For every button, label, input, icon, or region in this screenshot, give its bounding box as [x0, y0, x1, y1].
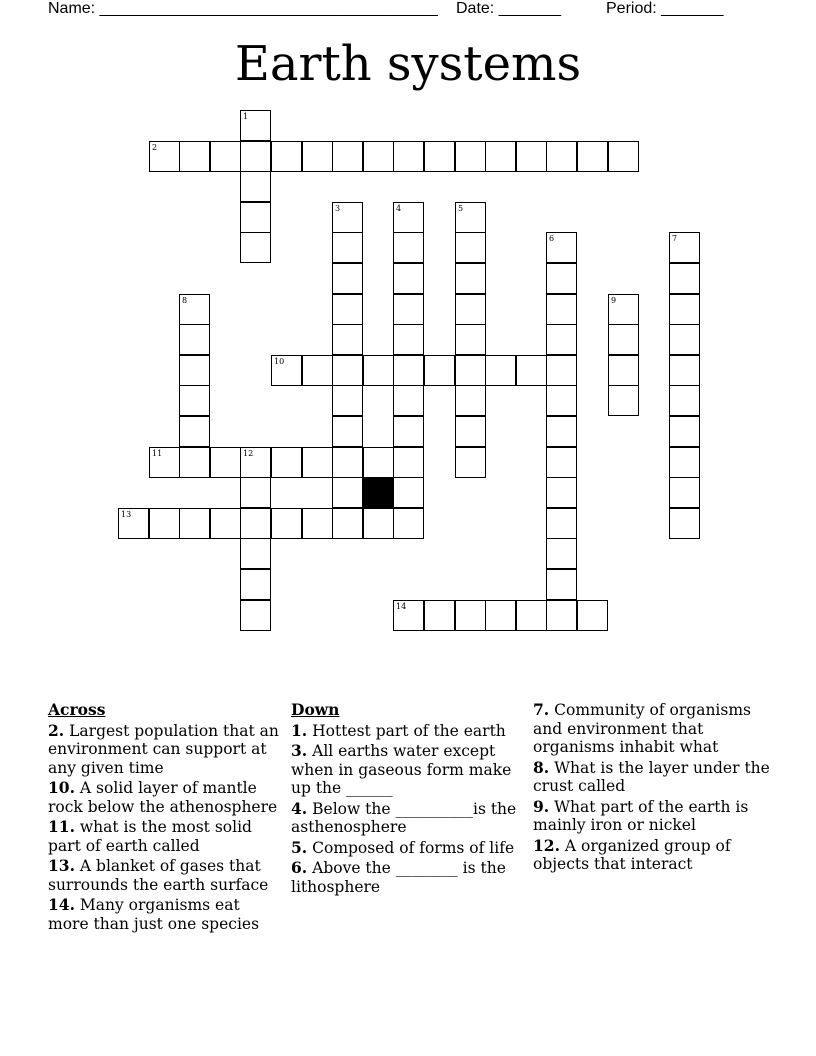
crossword-cell[interactable]	[455, 416, 486, 447]
crossword-cell[interactable]	[546, 324, 577, 355]
crossword-cell[interactable]	[669, 447, 700, 478]
crossword-cell[interactable]	[271, 508, 302, 539]
crossword-cell[interactable]	[455, 600, 486, 631]
crossword-cell[interactable]	[332, 355, 363, 386]
crossword-cell[interactable]	[271, 141, 302, 172]
crossword-cell[interactable]	[240, 447, 271, 478]
crossword-cell[interactable]	[393, 355, 424, 386]
crossword-cell[interactable]	[455, 324, 486, 355]
crossword-cell[interactable]	[516, 141, 547, 172]
crossword-cell[interactable]	[302, 141, 333, 172]
crossword-cell[interactable]	[546, 294, 577, 325]
crossword-cell[interactable]	[455, 447, 486, 478]
puzzle-title: Earth systems	[234, 36, 582, 92]
crossword-cell[interactable]	[608, 324, 639, 355]
crossword-cell[interactable]	[332, 202, 363, 233]
crossword-cell[interactable]	[118, 508, 149, 539]
crossword-cell[interactable]	[149, 508, 180, 539]
crossword-cell[interactable]	[393, 141, 424, 172]
clue-across-13: 13. A blanket of gases that surrounds the earth surface	[48, 856, 269, 894]
crossword-cell[interactable]	[546, 355, 577, 386]
crossword-cell[interactable]	[546, 263, 577, 294]
crossword-cell[interactable]	[546, 447, 577, 478]
clue-number: 11	[152, 449, 163, 458]
crossword-cell[interactable]	[455, 355, 486, 386]
clue-down-9: 9. What part of the earth is mainly iron or nickel	[533, 796, 749, 834]
crossword-cell[interactable]	[271, 355, 302, 386]
crossword-cell[interactable]	[424, 600, 455, 631]
crossword-cell[interactable]	[363, 508, 394, 539]
crossword-cell[interactable]	[332, 385, 363, 416]
clue-across-11: 11. what is the most solid part of earth called	[48, 817, 252, 855]
crossword-cell[interactable]	[608, 294, 639, 325]
clue-down-3: 3. All earths water except when in gaseous form make up the ______	[291, 741, 512, 797]
crossword-cell[interactable]	[332, 508, 363, 539]
crossword-cell[interactable]	[363, 355, 394, 386]
crossword-cell[interactable]	[393, 294, 424, 325]
crossword-cell[interactable]	[669, 355, 700, 386]
crossword-cell[interactable]	[577, 600, 608, 631]
crossword-cell[interactable]	[669, 294, 700, 325]
crossword-cell[interactable]	[240, 202, 271, 233]
crossword-cell[interactable]	[669, 385, 700, 416]
crossword-cell[interactable]	[302, 355, 333, 386]
crossword-cell[interactable]	[363, 141, 394, 172]
clue-down-6: 6. Above the ________ is the lithosphere	[291, 858, 506, 896]
clue-number: 2	[152, 143, 158, 152]
crossword-cell[interactable]	[393, 263, 424, 294]
crossword-cell[interactable]	[393, 416, 424, 447]
clue-down-8: 8. What is the layer under the crust called	[533, 757, 770, 795]
clue-down-12: 12. A organized group of objects that interact	[533, 835, 731, 873]
clue-down-4: 4. Below the __________is the asthenosphere	[291, 798, 517, 836]
crossword-cell[interactable]	[424, 141, 455, 172]
crossword-cell[interactable]	[393, 385, 424, 416]
crossword-cell[interactable]	[516, 600, 547, 631]
crossword-black-cell	[363, 477, 394, 508]
crossword-cell[interactable]	[179, 355, 210, 386]
crossword-cell[interactable]	[393, 600, 424, 631]
crossword-cell[interactable]	[179, 416, 210, 447]
crossword-cell[interactable]	[210, 141, 241, 172]
crossword-cell[interactable]	[271, 447, 302, 478]
crossword-cell[interactable]	[179, 447, 210, 478]
crossword-cell[interactable]	[424, 355, 455, 386]
down-clues-continued	[533, 701, 773, 876]
crossword-cell[interactable]	[332, 232, 363, 263]
crossword-cell[interactable]	[149, 447, 180, 478]
crossword-cell[interactable]	[332, 477, 363, 508]
crossword-cell[interactable]	[669, 416, 700, 447]
crossword-cell[interactable]	[393, 232, 424, 263]
across-clues	[48, 701, 284, 935]
clue-number: 4	[396, 204, 402, 213]
crossword-cell[interactable]	[149, 141, 180, 172]
crossword-cell[interactable]	[669, 324, 700, 355]
crossword-cell[interactable]	[393, 447, 424, 478]
clue-number: 13	[121, 510, 132, 519]
crossword-cell[interactable]	[240, 569, 271, 600]
crossword-cell[interactable]	[546, 508, 577, 539]
name-field: Name: ______________________________________	[48, 0, 438, 17]
crossword-cell[interactable]	[516, 355, 547, 386]
clue-number: 9	[611, 296, 617, 305]
crossword-cell[interactable]	[455, 294, 486, 325]
crossword-cell[interactable]	[546, 141, 577, 172]
crossword-cell[interactable]	[179, 294, 210, 325]
crossword-cell[interactable]	[363, 447, 394, 478]
crossword-cell[interactable]	[669, 477, 700, 508]
down-clues	[291, 701, 527, 898]
crossword-cell[interactable]	[669, 263, 700, 294]
crossword-cell[interactable]	[179, 141, 210, 172]
crossword-cell[interactable]	[393, 508, 424, 539]
clue-number: 14	[396, 602, 407, 611]
clue-number: 3	[335, 204, 341, 213]
crossword-cell[interactable]	[669, 508, 700, 539]
clue-down-5: 5. Composed of forms of life	[291, 837, 515, 857]
crossword-cell[interactable]	[179, 385, 210, 416]
crossword-cell[interactable]	[546, 538, 577, 569]
crossword-cell[interactable]	[546, 569, 577, 600]
crossword-cell[interactable]	[393, 324, 424, 355]
clue-number: 10	[274, 357, 285, 366]
crossword-cell[interactable]	[302, 508, 333, 539]
clue-number: 12	[243, 449, 254, 458]
clue-number: 6	[549, 234, 555, 243]
crossword-cell[interactable]	[455, 263, 486, 294]
crossword-cell[interactable]	[455, 232, 486, 263]
crossword-cell[interactable]	[485, 141, 516, 172]
crossword-cell[interactable]	[332, 447, 363, 478]
crossword-cell[interactable]	[546, 232, 577, 263]
crossword-cell[interactable]	[240, 171, 271, 202]
crossword-cell[interactable]	[179, 508, 210, 539]
crossword-cell[interactable]	[546, 477, 577, 508]
crossword-cell[interactable]	[210, 508, 241, 539]
crossword-cell[interactable]	[240, 477, 271, 508]
crossword-cell[interactable]	[455, 385, 486, 416]
crossword-cell[interactable]	[577, 141, 608, 172]
crossword-cell[interactable]	[669, 232, 700, 263]
crossword-cell[interactable]	[240, 232, 271, 263]
crossword-cell[interactable]	[546, 385, 577, 416]
crossword-cell[interactable]	[546, 600, 577, 631]
across-heading: Across	[48, 700, 106, 719]
clue-number: 5	[458, 204, 464, 213]
clue-across-2: 2. Largest population that an environment can support at any given time	[48, 720, 279, 777]
crossword-cell[interactable]	[608, 355, 639, 386]
clue-down-7: 7. Community of organisms and environment that organisms inhabit what	[533, 700, 751, 756]
crossword-cell[interactable]	[455, 202, 486, 233]
clue-across-10: 10. A solid layer of mantle rock below the athenosphere	[48, 778, 278, 816]
crossword-cell[interactable]	[332, 263, 363, 294]
crossword-cell[interactable]	[393, 477, 424, 508]
crossword-cell[interactable]	[332, 294, 363, 325]
crossword-cell[interactable]	[240, 538, 271, 569]
crossword-cell[interactable]	[332, 416, 363, 447]
period-field: Period: _______	[606, 0, 724, 17]
crossword-cell[interactable]	[485, 600, 516, 631]
crossword-cell[interactable]	[332, 141, 363, 172]
clue-across-14: 14. Many organisms eat more than just one species	[48, 895, 260, 933]
down-heading: Down	[291, 700, 340, 719]
crossword-cell[interactable]	[240, 508, 271, 539]
crossword-cell[interactable]	[302, 447, 333, 478]
clue-number: 8	[182, 296, 188, 305]
clue-down-1: 1. Hottest part of the earth	[291, 720, 506, 740]
crossword-cell[interactable]	[608, 141, 639, 172]
crossword-cell[interactable]	[240, 110, 271, 141]
crossword-cell[interactable]	[485, 355, 516, 386]
crossword-cell[interactable]	[546, 416, 577, 447]
crossword-cell[interactable]	[240, 141, 271, 172]
crossword-cell[interactable]	[240, 600, 271, 631]
crossword-cell[interactable]	[608, 385, 639, 416]
crossword-cell[interactable]	[179, 324, 210, 355]
clue-number: 7	[672, 234, 678, 243]
clue-number: 1	[243, 112, 249, 121]
date-field: Date: _______	[456, 0, 561, 17]
crossword-cell[interactable]	[210, 447, 241, 478]
crossword-cell[interactable]	[393, 202, 424, 233]
crossword-cell[interactable]	[332, 324, 363, 355]
crossword-cell[interactable]	[455, 141, 486, 172]
